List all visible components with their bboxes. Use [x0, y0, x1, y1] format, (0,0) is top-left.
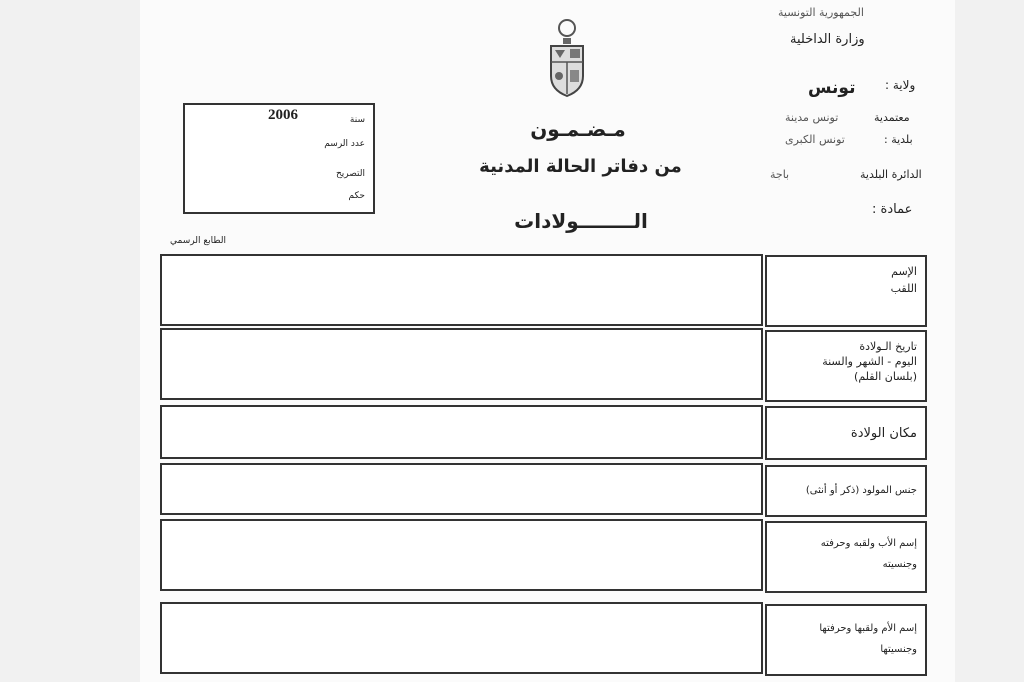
row-label-line: الإسم	[891, 265, 917, 278]
row-label-line: وجنسيته	[882, 559, 917, 570]
row-label-name	[765, 255, 927, 327]
row-value-father[interactable]	[160, 519, 763, 591]
row-label-line: اليوم - الشهر والسنة	[822, 354, 917, 368]
row-value-name[interactable]	[160, 254, 763, 326]
row-label-father	[765, 521, 927, 593]
title-madmoun: مـضـمـون	[530, 117, 626, 141]
title-registers: من دفاتر الحالة المدنية	[479, 156, 682, 177]
ref-tasrih-label: التصريح	[335, 169, 365, 179]
republic-label: الجمهورية التونسية	[778, 6, 864, 19]
daira-label: الدائرة البلدية	[860, 168, 922, 181]
tunisia-emblem-icon	[545, 18, 589, 100]
ministry-label: وزارة الداخلية	[790, 32, 865, 47]
row-label-birthplace	[765, 406, 927, 460]
row-label-line: جنس المولود (ذكر أو أنثى)	[805, 485, 917, 496]
row-value-birthdate[interactable]	[160, 328, 763, 400]
wilaya-label: ولاية :	[885, 78, 916, 92]
row-label-mother	[765, 604, 927, 676]
row-label-gender	[765, 465, 927, 517]
wilaya-value: تونس	[808, 78, 856, 98]
row-label-line: إسم الأم ولقبها وحرفتها	[819, 623, 917, 634]
row-label-line: اللقب	[890, 282, 917, 296]
title-births: الــــــــولادات	[514, 209, 648, 233]
reference-box	[183, 103, 375, 214]
row-value-mother[interactable]	[160, 602, 763, 674]
row-label-line: تاريخ الـولادة	[859, 340, 917, 353]
moatamadia-label: معتمدية	[874, 111, 910, 124]
ref-sana-label: سنة	[349, 115, 365, 125]
row-label-line: (بلسان القلم)	[854, 369, 917, 383]
ref-hokm-label: حكم	[348, 191, 365, 201]
baladia-label: بلدية :	[884, 133, 913, 146]
row-label-line: وجنسيتها	[880, 644, 917, 655]
ref-year: 2006	[268, 107, 298, 123]
row-value-gender[interactable]	[160, 463, 763, 515]
row-label-line: مكان الولادة	[850, 426, 917, 441]
stamp-label: الطابع الرسمي	[170, 236, 226, 246]
daira-value: باجة	[770, 168, 790, 181]
row-label-line: إسم الأب ولقبه وحرفته	[820, 538, 917, 549]
row-label-birthdate	[765, 330, 927, 402]
baladia-value: تونس الكبرى	[785, 133, 845, 146]
ref-adad-label: عدد الرسم	[324, 139, 365, 149]
row-value-birthplace[interactable]	[160, 405, 763, 459]
omada-label: عمادة :	[872, 202, 913, 217]
moatamadia-value: تونس مدينة	[785, 111, 839, 124]
